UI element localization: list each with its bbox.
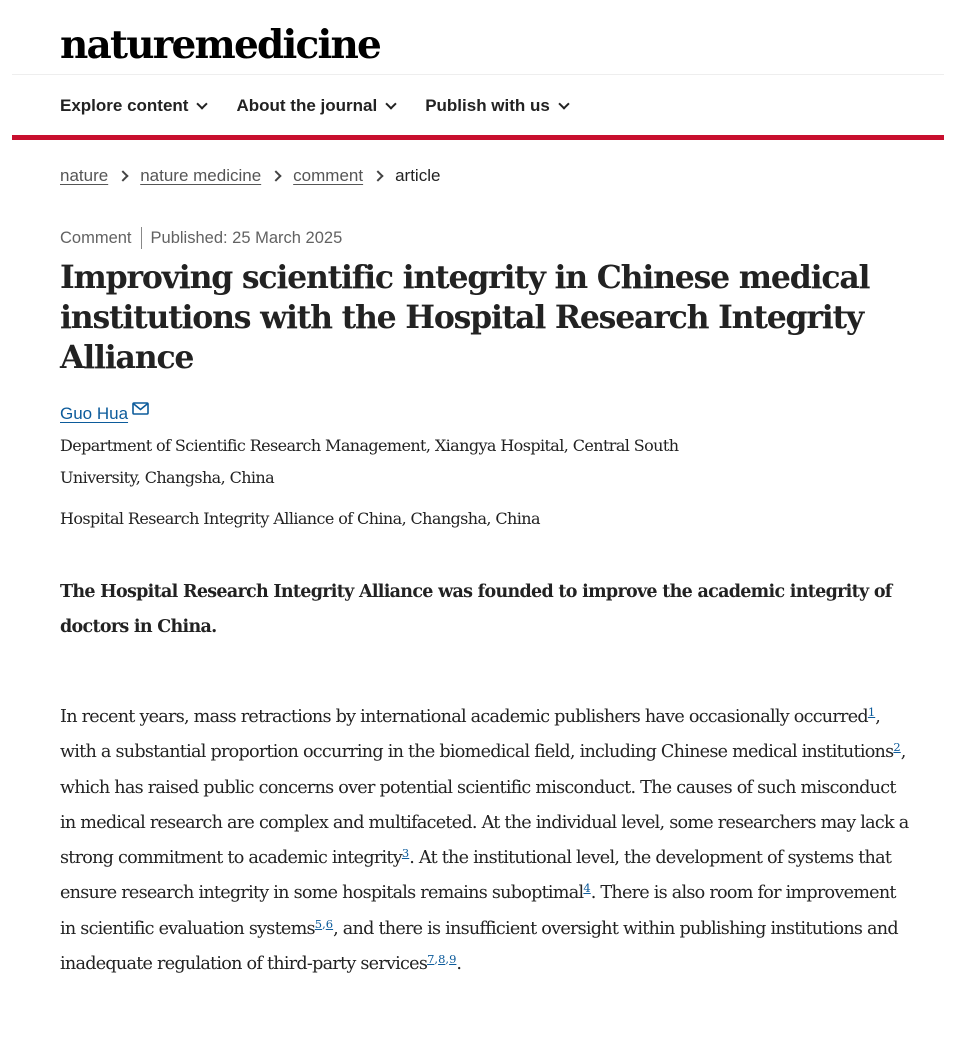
affiliation-1: Department of Scientific Research Management, Xiangya Hospital, Central South University, Changsha, China [60, 436, 679, 487]
chevron-right-icon [271, 170, 282, 181]
reference-link-2[interactable]: 2 [893, 740, 901, 755]
reference-link-1[interactable]: 1 [867, 705, 876, 719]
article-type: Comment [60, 228, 132, 247]
body-text-segment: , and there is insufficient oversight within publishing institutions and inadequate regulation of third-party services [60, 918, 898, 975]
reference-link-6[interactable]: 6 [325, 916, 334, 931]
nav-item-label: About the journal [236, 96, 378, 115]
reference-separator: , [322, 916, 326, 931]
reference-separator: , [445, 952, 450, 967]
breadcrumb-link-nature-medicine[interactable]: nature medicine [140, 166, 262, 185]
reference-link-3[interactable]: 3 [401, 846, 410, 861]
main-nav [60, 90, 568, 122]
nav-item-label: Publish with us [425, 96, 550, 115]
body-text-segment: In recent years, mass retractions by international academic publishers have occasionally occurred [60, 707, 868, 727]
nav-explore-content[interactable] [60, 96, 206, 116]
breadcrumb [60, 162, 440, 190]
chevron-right-icon [372, 170, 383, 181]
meta-divider [141, 227, 142, 249]
chevron-right-icon [118, 170, 129, 181]
reference-link-5[interactable]: 5 [314, 916, 323, 931]
reference-separator: , [434, 952, 439, 967]
mail-icon[interactable] [132, 402, 149, 415]
nav-about-the-journal[interactable] [236, 96, 395, 116]
body-text-segment: , which has raised public concerns over potential scientific misconduct. The causes of such misconduct in medical research are complex and multifaceted. At the individual level, some researchers may lack a strong commitment to academic integrity [60, 742, 909, 869]
reference-link-8[interactable]: 8 [438, 952, 446, 967]
nav-publish-with-us[interactable] [425, 96, 568, 116]
author-list [60, 400, 149, 428]
reference-link-4[interactable]: 4 [583, 881, 591, 896]
breadcrumb-current: article [395, 166, 441, 185]
body-text-segment: , with a substantial proportion occurring in the biomedical field, including Chinese medical institutions [60, 707, 894, 763]
nav-item-label: Explore content [60, 96, 189, 115]
header-accent-bar [12, 135, 944, 140]
article-body-paragraph [60, 700, 910, 982]
reference-link-7[interactable]: 7 [427, 952, 435, 967]
chevron-down-icon [558, 98, 569, 109]
article-standfirst: The Hospital Research Integrity Alliance was founded to improve the academic integrity of doctors in China. [60, 582, 892, 637]
body-text-segment: . [456, 954, 462, 975]
reference-link-9[interactable]: 9 [449, 952, 457, 967]
body-text-segment: . There is also room for improvement in scientific evaluation systems [60, 883, 896, 939]
chevron-down-icon [386, 98, 397, 109]
article-title: Improving scientific integrity in Chinese medical institutions with the Hospital Research Integrity Alliance [60, 259, 870, 376]
affiliation-2: Hospital Research Integrity Alliance of China, Changsha, China [60, 509, 540, 528]
site-logo[interactable]: naturemedicine [60, 22, 381, 68]
chevron-down-icon [197, 98, 208, 109]
breadcrumb-link-nature[interactable]: nature [60, 166, 109, 185]
header-divider [12, 74, 944, 75]
body-text-segment: . At the institutional level, the development of systems that ensure research integrity in some hospitals remains suboptimal [60, 848, 892, 904]
published-date: Published: 25 March 2025 [150, 228, 343, 247]
article-meta [60, 226, 342, 250]
author-link[interactable]: Guo Hua [60, 404, 129, 423]
breadcrumb-link-comment[interactable]: comment [293, 166, 364, 185]
